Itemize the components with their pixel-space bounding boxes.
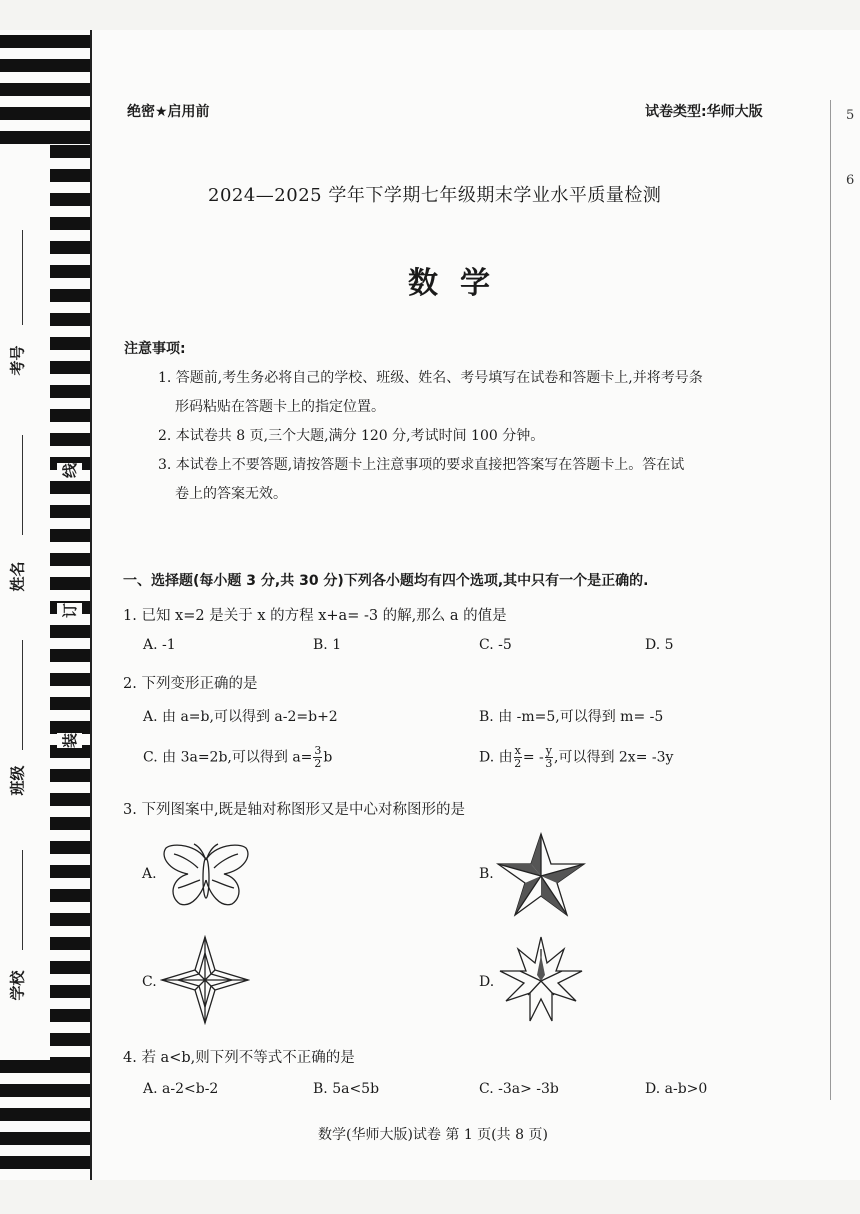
q1-option-d: D. 5 [645, 637, 674, 653]
q2-d-numerator-2: y [545, 744, 552, 757]
q2-d-denominator-2: 3 [545, 757, 553, 770]
note-line-5: 卷上的答案无效。 [175, 486, 287, 502]
q2-stem: 2. 下列变形正确的是 [123, 676, 258, 692]
q3-label-d: D. [479, 974, 495, 990]
q2-c-fraction [313, 745, 322, 770]
label-kaohao: 考号 [8, 345, 27, 376]
q2-d-tail: ,可以得到 2x= -3y [554, 749, 674, 766]
q2-c-tail: b [323, 749, 333, 766]
blank-kaohao [22, 230, 23, 325]
q4-option-d: D. a-b>0 [645, 1081, 708, 1097]
section-1-heading: 一、选择题(每小题 3 分,共 30 分)下列各小题均有四个选项,其中只有一个是正确的. [123, 573, 649, 589]
binding-stripes-outer [0, 35, 90, 145]
five-point-star-figure [496, 832, 586, 918]
note-line-3: 2. 本试卷共 8 页,三个大题,满分 120 分,考试时间 100 分钟。 [158, 428, 545, 444]
binding-stripes-bottom [0, 1060, 90, 1180]
blank-xuexiao [22, 850, 23, 950]
q4-option-c: C. -3a> -3b [479, 1081, 559, 1097]
note-line-4: 3. 本试卷上不要答题,请按答题卡上注意事项的要求直接把答案写在答题卡上。答在试 [158, 457, 685, 473]
note-line-1: 1. 答题前,考生务必将自己的学校、班级、姓名、考号填写在试卷和答题卡上,并将考号条 [158, 370, 703, 386]
eight-point-star-figure [496, 935, 586, 1027]
cut-word-zhuang: 装 [57, 733, 82, 748]
q2-d-mid: = - [522, 749, 544, 766]
q2-d-denominator-1: 2 [514, 757, 522, 770]
q2-d-fraction-1 [514, 745, 522, 770]
q2-option-a: A. 由 a=b,可以得到 a-2=b+2 [143, 709, 338, 725]
q2-d-text: D. 由 [479, 749, 513, 766]
cut-word-ding: 订 [57, 603, 82, 618]
q4-option-b: B. 5a<5b [313, 1081, 380, 1097]
page-footer: 数学(华师大版)试卷 第 1 页(共 8 页) [318, 1127, 548, 1143]
q3-label-c: C. [142, 974, 157, 990]
note-line-2: 形码粘贴在答题卡上的指定位置。 [175, 399, 385, 415]
q1-option-b: B. 1 [313, 637, 342, 653]
blank-xingming [22, 435, 23, 535]
q1-option-a: A. -1 [143, 637, 176, 653]
label-xingming: 姓名 [8, 561, 27, 592]
q1-stem: 1. 已知 x=2 是关于 x 的方程 x+a= -3 的解,那么 a 的值是 [123, 608, 507, 624]
q3-stem: 3. 下列图案中,既是轴对称图形又是中心对称图形的是 [123, 802, 466, 818]
paper-type: 试卷类型:华师大版 [645, 104, 763, 120]
secret-mark: 绝密★启用前 [127, 104, 210, 120]
q4-stem: 4. 若 a<b,则下列不等式不正确的是 [123, 1050, 355, 1066]
q2-c-numerator: 3 [314, 744, 322, 757]
q2-d-numerator-1: x [514, 744, 521, 757]
q1-option-c: C. -5 [479, 637, 512, 653]
four-point-star-figure [160, 935, 250, 1025]
binding-stripes-inner [50, 145, 90, 1155]
cut-word-xian: 线 [57, 463, 82, 478]
notes-heading: 注意事项: [124, 341, 186, 357]
binding-line [90, 30, 92, 1180]
q3-label-b: B. [479, 866, 494, 882]
exam-title: 2024—2025 学年下学期七年级期末学业水平质量检测 [208, 185, 662, 206]
edge-mark-5: 5 [846, 108, 855, 123]
q2-c-denominator: 2 [314, 757, 322, 770]
q2-c-text: C. 由 3a=2b,可以得到 a= [143, 749, 313, 766]
q4-option-a: A. a-2<b-2 [143, 1081, 219, 1097]
q2-option-c [143, 745, 332, 770]
edge-mark-6: 6 [846, 173, 855, 188]
q2-option-b: B. 由 -m=5,可以得到 m= -5 [479, 709, 664, 725]
butterfly-figure [158, 840, 254, 910]
label-banji: 班级 [8, 765, 27, 796]
q2-option-d [479, 745, 673, 770]
blank-banji [22, 640, 23, 750]
subject-title: 数学 [408, 266, 512, 301]
right-page-edge [830, 100, 831, 1100]
q2-d-fraction-2 [545, 745, 553, 770]
q3-label-a: A. [142, 866, 157, 882]
label-xuexiao: 学校 [8, 970, 27, 1001]
